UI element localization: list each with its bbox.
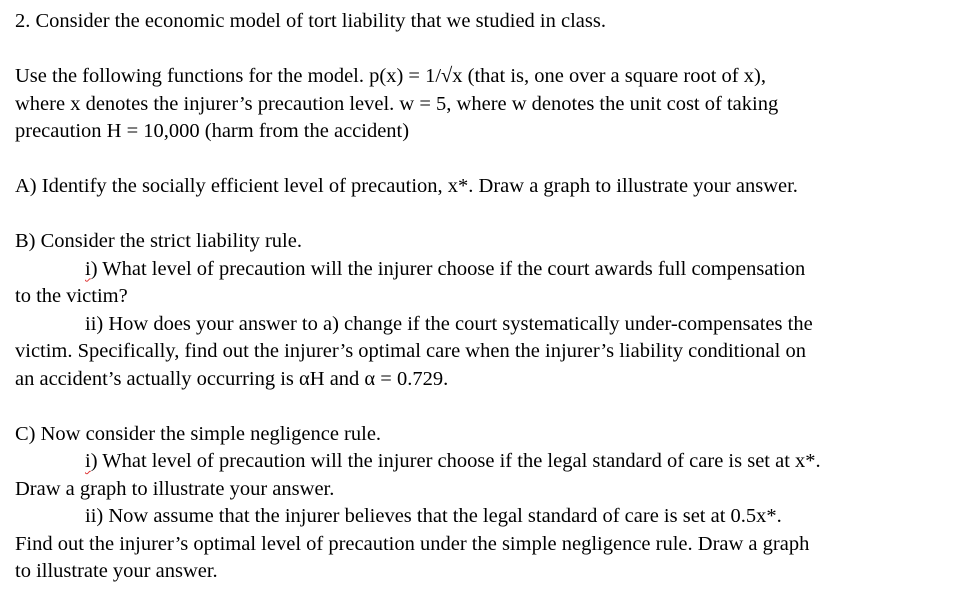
part-b-ii-line-2: victim. Specifically, find out the injurer’s optimal care when the injurer’s liability conditional on [15,340,806,362]
spellcheck-marker: i [85,257,91,280]
part-b-heading: B) Consider the strict liability rule. [15,230,302,252]
part-c-ii-line-2: Find out the injurer’s optimal level of precaution under the simple negligence rule. Draw a graph [15,532,810,555]
part-b-i-text: ) What level of precaution will the injurer choose if the court awards full compensation [90,257,806,280]
part-b-i-line-1 [15,256,955,284]
part-c-i-line-1 [15,448,955,476]
part-c-ii-line-3: to illustrate your answer. [15,560,218,582]
part-c-ii-line-1: ii) Now assume that the injurer believes that the legal standard of care is set at 0.5x*. [85,505,782,527]
spacer [15,146,955,174]
question-document [15,8,955,586]
part-c-i-text: ) What level of precaution will the injurer choose if the legal standard of care is set at x*. [90,450,821,472]
part-b-ii-line-1: ii) How does your answer to a) change if the court systematically under-compensates the [85,312,813,335]
spellcheck-marker: i [85,450,91,472]
intro-line-3: precaution H = 10,000 (harm from the accident) [15,120,410,142]
question-title: 2. Consider the economic model of tort liability that we studied in class. [15,10,606,32]
part-c-i-line-2: Draw a graph to illustrate your answer. [15,477,335,500]
intro-line-2: where x denotes the injurer’s precaution level. w = 5, where w denotes the unit cost of taking [15,92,779,115]
spacer [15,393,955,421]
part-c-heading: C) Now consider the simple negligence rule. [15,422,382,445]
intro-line-1: Use the following functions for the model. p(x) = 1/√x (that is, one over a square root of x), [15,65,766,87]
part-b-i-line-2: to the victim? [15,285,128,307]
part-a-text: A) Identify the socially efficient level of precaution, x*. Draw a graph to illustrate your answer. [15,175,798,197]
spacer [15,201,955,229]
spacer [15,36,955,64]
part-b-ii-line-3: an accident’s actually occurring is αH and α = 0.729. [15,367,449,390]
